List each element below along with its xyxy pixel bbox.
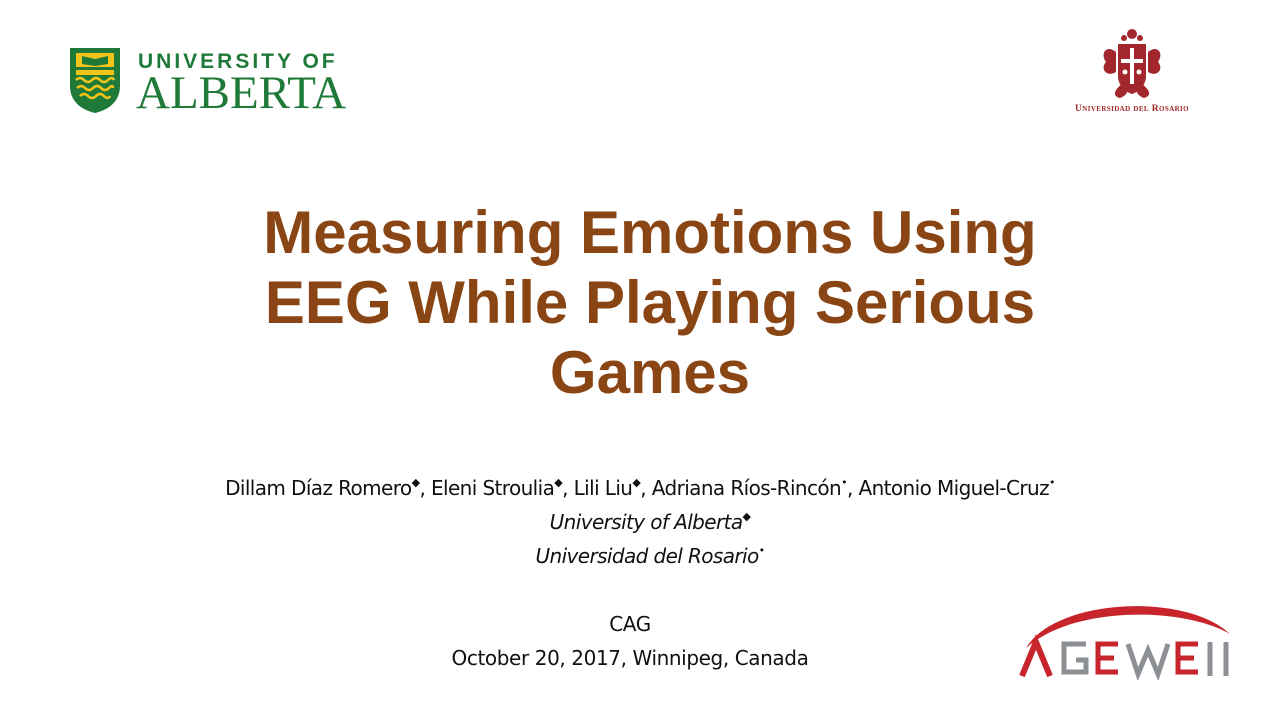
title-line-3: Games xyxy=(549,339,751,406)
ualberta-logo-line1: UNIVERSITY OF xyxy=(138,50,338,73)
author-separator: , xyxy=(562,476,574,500)
author-separator: , xyxy=(419,476,431,500)
affiliation-name: Universidad del Rosario xyxy=(535,544,759,568)
author-mark: ◆ xyxy=(632,476,641,489)
affiliation-mark: ◆ xyxy=(742,510,751,523)
presentation-title xyxy=(150,198,1150,408)
conference-date-place: October 20, 2017, Winnipeg, Canada xyxy=(451,646,809,670)
author-name: Antonio Miguel-Cruz xyxy=(858,476,1050,500)
ualberta-shield-icon xyxy=(68,46,122,114)
affiliation-ualberta xyxy=(0,510,1280,534)
ualberta-logo-line2: ALBERTA xyxy=(136,67,347,119)
author-separator: , xyxy=(847,476,859,500)
author-name: Adriana Ríos-Rincón xyxy=(651,476,842,500)
author-mark: ◆ xyxy=(411,476,420,489)
affiliation-name: University of Alberta xyxy=(549,510,743,534)
title-line-1: Measuring Emotions Using xyxy=(263,199,1037,266)
author-list xyxy=(60,476,1220,500)
conference-name: CAG xyxy=(609,612,651,636)
affiliation-mark: • xyxy=(758,544,765,557)
title-line-2: EEG While Playing Serious xyxy=(264,269,1036,336)
author-mark: • xyxy=(841,476,847,489)
author-mark: • xyxy=(1049,476,1055,489)
rosario-logo-text: Universidad del Rosario xyxy=(1074,104,1190,114)
author-separator: , xyxy=(640,476,652,500)
author-name: Dillam Díaz Romero xyxy=(225,476,412,500)
author-mark: ◆ xyxy=(554,476,563,489)
affiliation-urosario xyxy=(0,544,1280,568)
rosario-crest-icon xyxy=(1096,26,1168,100)
author-name: Eleni Stroulia xyxy=(430,476,555,500)
author-name: Lili Liu xyxy=(573,476,633,500)
university-of-alberta-logo xyxy=(68,46,368,119)
universidad-del-rosario-logo xyxy=(1062,26,1202,120)
agewell-logo xyxy=(1016,598,1238,680)
